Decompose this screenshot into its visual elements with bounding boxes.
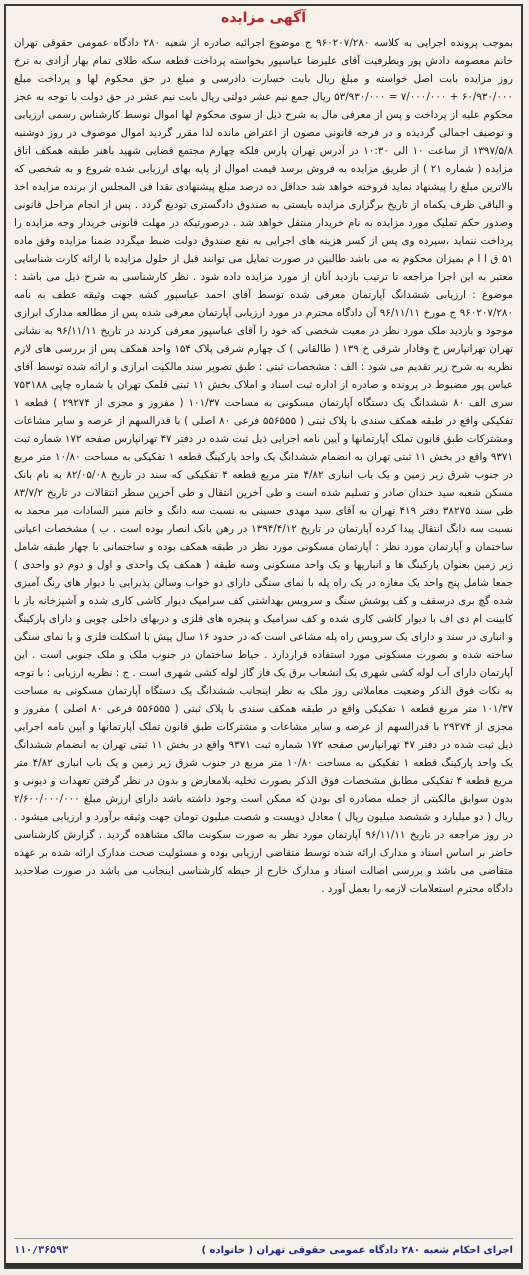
notice-title: آگهی مزایده bbox=[220, 10, 306, 26]
issuer-signature: اجرای احکام شعبه ۲۸۰ دادگاه عمومی حقوقی تهران ( خانواده ) bbox=[201, 1244, 513, 1256]
notice-code: ۱۱۰/۳۶۵۹۳ bbox=[14, 1244, 69, 1256]
bottom-border bbox=[6, 1263, 521, 1267]
notice-body: بموجب پرونده اجرایی به کلاسه ۹۶۰۲۰۷/۲۸۰ ج موضوع اجرائیه صادره از شعبه ۲۸۰ دادگاه عمومی حقوقی تهران خانم معصومه دادش پور وبطرفیت آقای علیرضا عباسپور بخواسته پرداخت قطعه سکه طلای تمام بهار آزادی به نرخ روز مزایده بابت اصل خواسته و مبلغ ریال بابت خسارت دادرسی و مبلغ در حق محکوم لها و پرداخت مبلغ ۶۰/۹۳۰/۰۰۰ + ۷/۰۰۰/۰۰۰ = ۵۳/۹۳۰/۰۰۰ ریال جمع نیم عشر دولتی ریال بابت نیم عشر در حق دولت با توجه به عجز محکوم علیه از پرداخت و پس از معرفی مال به شرح ذیل از سوی محکوم لها اموال توسط کارشناس رسمی ارزیابی و توصیف اجمالی گردیده و در فرجه قانونی مصون از اعتراض مانده لذا مقرر گردید اموال موصوف در روز دوشنبه ۱۳۹۷/۵/۸ از ساعت ۱۰ الی ۱۰:۳۰ در آدرس تهران پارس فلکه چهارم مجتمع قضایی شهید باهنر طبقه همکف اتاق مزایده ( شماره ۲۱ ) از طریق مزایده به فروش برسد قیمت اموال از پایه بهای ارزیابی شده شروع و به شخصی که بالاترین مبلغ را پیشنهاد نماید فروخته خواهد شد حداقل ده درصد مبلغ پیشنهادی نقدا فی المجلس از برنده مزایده اخذ و الباقی ظرف یکماه از تاریخ برگزاری مزایده بایستی به صندوق دادگستری تودیع گردد . پس از انجام مراحل قانونی وصدور حکم تملیک مورد مزایده به نام خریدار منتقل خواهد شد . درصورتیکه در مهلت قانونی خریدار وجه مزایده را پرداخت ننماید ،سپرده وی پس از کسر هزینه های اجرایی به نفع صندوق دولت ضبط میگردد ضمنا مزایده وفق ماده ۵۱ ق ا ا م بمیزان محکوم به می باشد طالبین در صورت تمایل می توانند قبل از حلول مزایده با ارائه کارت شناسایی معتبر به این اجرا مراجعه تا ترتیب بازدید آنان از مورد مزایده داده شود . نظر کارشناسی به شرح ذیل می باشد : موضوع : ارزیابی ششدانگ آپارتمان معرفی شده توسط آقای احمد عباسپور کشه جهت وثیقه عطف به نامه ۹۶۰۲۰۷/۲۸۰ ج مورخ ۹۶/۱۱/۱۱ آن دادگاه محترم در مورد ارزیابی آپارتمان معرفی شده پس از مطالعه مدارک ابرازی موجود و بازدید ملک مورد نظر در معیت شخصی که خود را آقای عباسپور معرفی کردند در تاریخ ۹۶/۱۱/۱۱ به نشانی تهران تهرانپارس خ وفادار شرقی خ ۱۳۹ ( طالقانی ) ک چهارم شرقی پلاک ۱۵۴ واحد همکف پس از بررسی های لازم نظریه به شرح زیر تقدیم می شود : الف : مشخصات ثبتی : طبق تصویر سند مالکیت ابرازی و ارائه شده توسط آقای عباس پور مضبوط در پرونده و صادره از اداره ثبت اسناد و املاک بخش ۱۱ ثبتی قلمک تهران با شماره چاپی ۷۵۳۱۸۸ سری الف ۸۰ ششدانگ یک دستگاه آپارتمان مسکونی به مساحت ۱۰۱/۳۷ ( مفروز و مجزی از ۲۹۲۷۴ ) قطعه ۱ تفکیکی واقع در طبقه همکف سندی با پلاک ثبتی ( ۵۵۶۵۵۵ فرعی ۸۰ اصلی ) با قدرالسهم از عرصه و سایر مشاعات ومشترکات طبق قانون تملک آپارتمانها و آیین نامه اجرایی ذیل ثبت شده در دفتر ۴۷ تهرانپارس صفحه ۱۷۲ شماره ثبت ۹۳۷۱ واقع در بخش ۱۱ ثبتی تهران به انضمام ششدانگ یک واحد پارکینگ قطعه ۱ تفکیکی به مساحت ۱۰/۸۰ متر مربع در جنوب شرق زیر زمین و یک باب انباری ۴/۸۲ متر مربع قطعه ۴ تفکیکی که سند در تاریخ ۸۲/۰۵/۰۸ به نام بانک مسکن شعبه سید خندان صادر و تسلیم شده است و طی آخرین انتقال و طی آخرین سطر انتقالات در تاریخ ۸۳/۷/۲ طی سند ۳۸۲۷۵ دفتر ۴۱۹ تهران به آقای سید مهدی حسینی به نسبت سه دانگ و خانم منیر السادات میر محمد به نسبت سه دانگ انتقال پیدا کرده آپارتمان در تاریخ ۱۳۹۴/۴/۱۲ در رهن بانک انصار بوده است . ب ) مشخصات اعیانی ساختمان و آپارتمان مورد نظر : آپارتمان مسکونی مورد نظر در طبقه همکف بوده و ساختمانی با چهار طبقه شامل زیر زمین بعنوان پارکینگ ها و انباریها و یک واحد مسکونی وسه طبقه ( همکف یک واحدی و اول و دوم دو واحدی ) جمعا شامل پنج واحد یک مغازه در یک راه پله با نمای سنگی دارای دو خواب وسالن پذیرایی با دیوار های رنگ آمیزی شده گچ بری درسقف و کف پوشش سنگ و سرویس بهداشتی کف سرامیک دیوار کاشی کاری شده و آشپزخانه باز با کابینت ام دی اف با دیوار کاشی کاری شده و کف سرامیک و پنجره های فلزی و دربهای داخلی چوبی و دارای پارکینگ و انباری در سند و دارای یک سرویس راه پله مشاعی است که در حدود ۱۶ سال پیش با اسکلت فلزی و با نمای سنگی ساخته شده و بصورت مسکونی مورد استفاده قراردارد . حیاط ساختمان در جنوب ملک و ملک جنوبی است . این آپارتمان دارای آب لوله کشی شهری یک انشعاب برق یک فاز گاز لوله کشی شهری است . ج : نظریه ارزیابی : با توجه به نکات فوق الذکر وضعیت معاملاتی روز ملک به نظر اینجانب ششدانگ یک دستگاه آپارتمان مسکونی به مساحت ۱۰۱/۳۷ متر مربع قطعه ۱ تفکیکی واقع در طبقه همکف سندی با پلاک ثبتی ( ۵۵۶۵۵۵ فرعی ۸۰ اصلی ) مفروز و مجزی از ۲۹۲۷۴ با قدرالسهم از عرصه و سایر مشاعات و مشترکات طبق قانون تملک آپارتمانها و آیین نامه اجرایی ذیل ثبت شده در دفتر ۴۷ تهرانپارس صفحه ۱۷۲ شماره ثبت ۹۳۷۱ واقع در بخش ۱۱ ثبتی تهران به انضمام ششدانگ یک واحد پارکینگ قطعه ۱ تفکیکی به مساحت ۱۰/۸۰ متر مربع در جنوب شرق زیر زمین و یک باب انباری ۴/۸۲ متر مربع قطعه ۴ تفکیکی مطابق مشخصات فوق الذکر بصورت تخلیه بلامعارض و بدون در نظر گرفتن تعهدات و دیونی و بدون سوابق مالکیتی از جمله مصادره ای بودن که ممکن است وجود داشته باشد دارای ارزش مبلغ ۲/۶۰۰/۰۰۰/۰۰۰ ریال ( دو میلیارد و ششصد میلیون ریال ) معادل دویست و شصت میلیون تومان جهت وثیقه برآورد و ارزیابی میشود . در روز مراجعه در تاریخ ۹۶/۱۱/۱۱ آپارتمان مورد نظر به صورت سکونت مالک مشاهده گردید . گزارش کارشناسی حاضر بر اساس اسناد و مدارک ارائه شده توسط متقاضی ارزیابی بوده و مسئولیت صحت مدارک ارائه شده بر عهده متقاضی می باشد و بررسی اصالت اسناد و مدارک خارج از حیطه کارشناسی اینجانب می باشد در صورت صلاحدید دادگاه محترم استعلامات لازمه را بعمل آورد . bbox=[14, 37, 513, 895]
notice-frame bbox=[4, 4, 523, 1269]
notice-footer bbox=[14, 1238, 513, 1261]
